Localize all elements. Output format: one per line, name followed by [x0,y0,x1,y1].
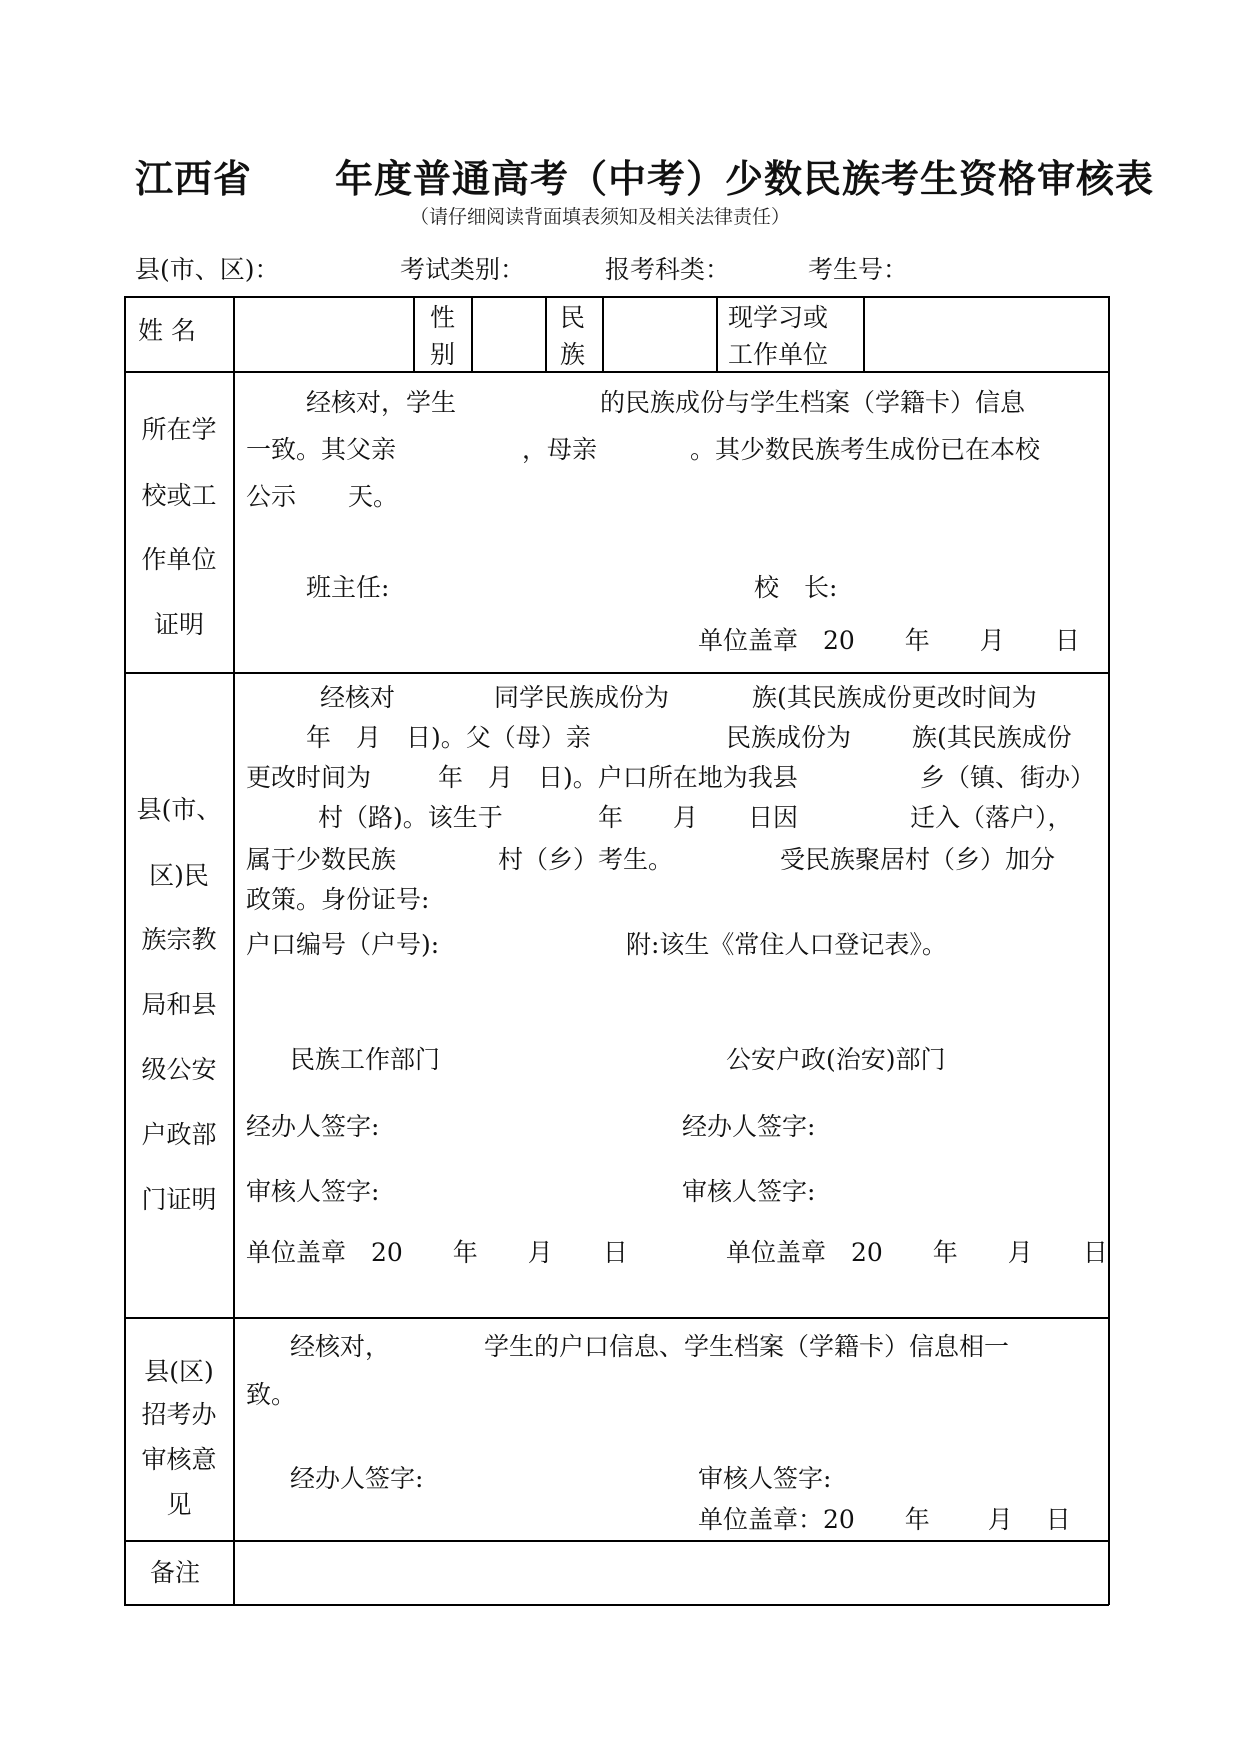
principal-signature-label: 校 长: [754,573,838,602]
exam-reviewer-signature-label: 审核人签字: [698,1464,832,1493]
workplace-label: 工作单位 [728,340,829,369]
county-field-label: 县(市、区)： [135,255,280,284]
school-section-label: 证明 [153,610,204,639]
table-rule [602,296,604,372]
school-seal-date: 单位盖章 20 年 月 日 [698,626,1080,655]
school-text: 公示 [246,482,297,511]
county-text: 经核对 [320,683,396,712]
county-section-label: 局和县 [141,990,217,1019]
table-rule [545,296,547,372]
page-title: 年度普通高考（中考）少数民族考生资格审核表 [335,156,1155,201]
table-rule [124,1317,1109,1319]
table-border-left [124,296,126,1605]
school-section-label: 作单位 [141,545,217,574]
title-province: 江西省 [135,156,253,201]
subject-field-label: 报考科类： [605,255,731,284]
police-reviewer-signature-label: 审核人签字: [682,1177,816,1206]
exam-office-text: 经核对， [290,1332,391,1361]
workplace-label: 现学习或 [728,303,829,332]
exam-office-section-label: 审核意 [141,1445,217,1474]
county-text: 村（路)。该生于 [318,803,503,832]
exam-office-text: 学生的户口信息、学生档案（学籍卡）信息相一 [484,1332,1010,1361]
exam-office-text: 致。 [246,1380,297,1409]
exam-seal-date: 单位盖章：20 年 月 日 [698,1505,1071,1534]
table-border-top [124,296,1109,298]
exam-office-section-label: 招考办 [141,1400,217,1429]
police-seal-date: 单位盖章 20 年 月 日 [726,1238,1108,1267]
school-text: 天。 [348,482,399,511]
id-number-label: 政策。身份证号: [246,885,430,914]
gender-label: 性 [430,303,456,332]
public-security-dept-label: 公安户政(治安)部门 [726,1045,946,1074]
county-section-label: 区)民 [149,861,209,890]
exam-number-field-label: 考生号： [808,255,909,284]
household-number-label: 户口编号（户号): [246,930,440,959]
county-section-label: 县(市、 [136,795,222,824]
table-rule [124,672,1109,674]
table-rule [863,296,865,372]
county-section-label: 级公安 [141,1055,217,1084]
school-section-label: 校或工 [141,481,217,510]
county-text: 年 月 日因 [598,803,799,832]
county-section-label: 户政部 [141,1120,217,1149]
gender-label: 别 [430,340,456,369]
county-text: 同学民族成份为 [494,683,670,712]
table-rule [233,296,235,1605]
exam-office-section-label: 县(区) [144,1357,214,1386]
school-section-label: 所在学 [141,415,217,444]
county-text: 属于少数民族 [246,845,397,874]
table-rule [124,371,1109,373]
ethnic-reviewer-signature-label: 审核人签字: [246,1177,380,1206]
school-text: 一致。其父亲 [246,435,397,464]
attachment-note: 附:该生《常住人口登记表》。 [626,930,947,959]
county-section-label: 门证明 [141,1185,217,1214]
ethnicity-label: 族 [560,340,586,369]
county-text: 乡（镇、街办） [920,763,1096,792]
school-text: 的民族成份与学生档案（学籍卡）信息 [600,388,1026,417]
exam-type-field-label: 考试类别： [400,255,526,284]
table-rule [124,1540,1109,1542]
exam-office-section-label: 见 [166,1490,192,1519]
school-text: 。其少数民族考生成份已在本校 [690,435,1041,464]
ethnicity-label: 民 [560,303,586,332]
county-text: 族(其民族成份更改时间为 [752,683,1037,712]
county-text: 更改时间为 [246,763,372,792]
table-border-bottom [124,1604,1109,1606]
ethnic-affairs-dept-label: 民族工作部门 [290,1045,441,1074]
school-text: 经核对，学生 [306,388,457,417]
county-text: 迁入（落户）， [910,803,1073,832]
county-text: 年 月 日)。户口所在地为我县 [438,763,798,792]
police-handler-signature-label: 经办人签字: [682,1112,816,1141]
head-teacher-signature-label: 班主任: [306,573,390,602]
table-border-right [1108,296,1110,1605]
ethnic-seal-date: 单位盖章 20 年 月 日 [246,1238,628,1267]
county-text: 民族成份为 [726,723,852,752]
remark-label: 备注 [150,1558,201,1587]
table-rule [413,296,415,372]
exam-handler-signature-label: 经办人签字: [290,1464,424,1493]
subtitle: （请仔细阅读背面填表须知及相关法律责任） [410,206,791,228]
county-text: 村（乡）考生。 [498,845,674,874]
ethnic-handler-signature-label: 经办人签字: [246,1112,380,1141]
table-rule [716,296,718,372]
table-rule [471,296,473,372]
county-text: 年 月 日)。父（母）亲 [306,723,591,752]
school-text: ，母亲 [522,435,598,464]
county-text: 族(其民族成份 [912,723,1072,752]
name-label: 姓 名 [138,316,196,345]
county-section-label: 族宗教 [141,925,217,954]
county-text: 受民族聚居村（乡）加分 [780,845,1056,874]
